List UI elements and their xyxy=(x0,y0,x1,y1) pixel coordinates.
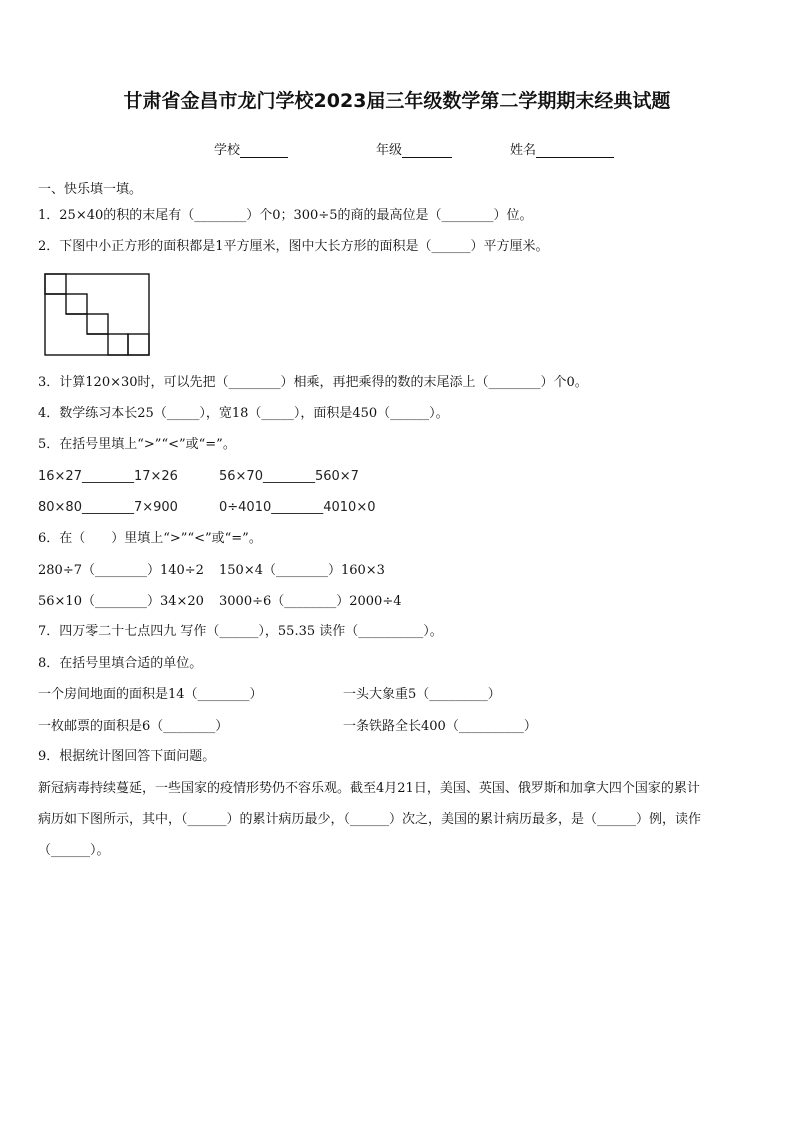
q6-item-c: 56×10（________）34×20 xyxy=(38,594,204,609)
small-square xyxy=(45,274,66,294)
name-blank[interactable] xyxy=(536,143,614,158)
question-5: 5．在括号里填上“>”“<”或“=”。 xyxy=(38,437,236,452)
school-blank[interactable] xyxy=(240,143,288,158)
grade-blank[interactable] xyxy=(402,143,452,158)
question-9: 9．根据统计图回答下面问题。 xyxy=(38,749,216,764)
question-8: 8．在括号里填合适的单位。 xyxy=(38,656,203,671)
small-square xyxy=(87,314,108,334)
small-square xyxy=(66,294,87,314)
question-1: 1．25×40的积的末尾有（________）个0；300÷5的商的最高位是（________）位。 xyxy=(38,208,533,223)
question-7: 7．四万零二十七点四九 写作（______），55.35 读作（__________）。 xyxy=(38,624,443,639)
question-9-paragraph xyxy=(38,773,758,866)
q5-item-c: 80×80________7×900 xyxy=(38,500,178,515)
q8-item-c: 一枚邮票的面积是6（________） xyxy=(38,719,229,734)
q8-item-d: 一条铁路全长400（__________） xyxy=(343,719,537,734)
q6-item-a: 280÷7（________）140÷2 xyxy=(38,563,204,578)
square-staircase-figure xyxy=(44,272,152,358)
q5-item-b: 56×70________560×7 xyxy=(219,469,359,484)
section-heading-1: 一、快乐填一填。 xyxy=(38,182,143,197)
name-field xyxy=(510,139,614,158)
school-label: 学校 xyxy=(214,143,241,158)
small-square xyxy=(108,334,128,355)
q5-item-a: 16×27________17×26 xyxy=(38,469,178,484)
page-title: 甘肃省金昌市龙门学校2023届三年级数学第二学期期末经典试题 xyxy=(123,90,671,112)
q6-item-b: 150×4（________）160×3 xyxy=(219,563,385,578)
school-field xyxy=(214,139,288,158)
question-6: 6．在（ ）里填上“>”“<”或“=”。 xyxy=(38,531,262,546)
q5-item-d: 0÷4010________4010×0 xyxy=(219,500,376,515)
question-3: 3．计算120×30时，可以先把（________）相乘，再把乘得的数的末尾添上（________）个0。 xyxy=(38,375,588,390)
q9-para-line-2: 病历如下图所示，其中，（______）的累计病历最少，（______）次之，美国的累计病历最多，是（______）例，读作 xyxy=(38,812,702,827)
question-4: 4．数学练习本长25（_____），宽18（_____），面积是450（______）。 xyxy=(38,406,449,421)
q8-item-a: 一个房间地面的面积是14（________） xyxy=(38,687,263,702)
q6-item-d: 3000÷6（________）2000÷4 xyxy=(219,594,402,609)
q9-para-line-3: （______）。 xyxy=(38,843,110,858)
q8-item-b: 一头大象重5（_________） xyxy=(343,687,501,702)
question-2: 2．下图中小正方形的面积都是1平方厘米，图中大长方形的面积是（______）平方厘米。 xyxy=(38,239,549,254)
small-square xyxy=(128,334,149,355)
name-label: 姓名 xyxy=(510,143,537,158)
q9-para-line-1: 新冠病毒持续蔓延，一些国家的疫情形势仍不容乐观。截至4月21日，美国、英国、俄罗斯和加拿大四个国家的累计 xyxy=(38,781,700,796)
grade-field xyxy=(376,139,452,158)
grade-label: 年级 xyxy=(376,143,403,158)
